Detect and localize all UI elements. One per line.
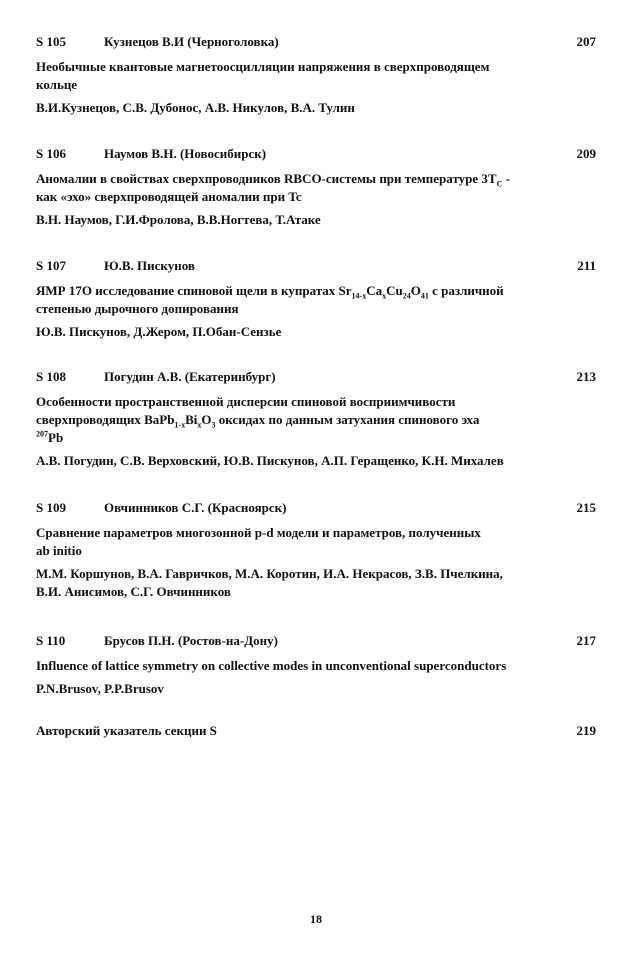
entry-s105: [36, 33, 596, 117]
title-line: Influence of lattice symmetry on collective modes in unconventional superconductors: [36, 658, 507, 673]
entry-header: [36, 632, 596, 650]
author-index-page-number: 219: [576, 723, 596, 738]
title-line: Сравнение параметров многозонной p-d модели и параметров, полученных: [36, 525, 481, 540]
title-line: Аномалии в свойствах сверхпроводников RBCO-системы при температуре $3T_C$ -: [36, 171, 510, 189]
title-line: $^{207}$Pb: [36, 429, 64, 445]
entry-title: [36, 393, 566, 447]
entry-presenter: Кузнецов В.И (Черноголовка): [104, 34, 279, 49]
title-line: ab initio: [36, 543, 82, 558]
index-header: [36, 722, 596, 740]
entry-s107: [36, 257, 596, 341]
entry-page-number: 213: [576, 369, 596, 384]
entry-page-number: 209: [576, 146, 596, 161]
entry-s108: [36, 368, 596, 470]
entry-code: S 106: [36, 146, 66, 161]
entry-title: [36, 657, 566, 675]
title-line: кольце: [36, 77, 78, 92]
entry-presenter: Погудин А.В. (Екатеринбург): [104, 369, 276, 384]
author-index-entry: [36, 722, 596, 740]
entry-page-number: 207: [576, 34, 596, 49]
authors-line: В.И. Анисимов, С.Г. Овчинников: [36, 584, 231, 599]
entry-presenter: Наумов В.Н. (Новосибирск): [104, 146, 267, 161]
authors-line: М.М. Коршунов, В.А. Гавричков, М.А. Коротин, И.А. Некрасов, З.В. Пчелкина,: [36, 566, 503, 581]
entry-header: [36, 499, 596, 517]
entry-s106: [36, 145, 596, 229]
entry-page-number: 217: [576, 633, 596, 648]
title-line: степенью дырочного допирования: [36, 301, 239, 316]
title-line: сверхпроводящих $BaPb_{1-x}Bi_xO_3$ оксидах по данным затухания спинового эха: [36, 412, 480, 430]
entry-s109: [36, 499, 596, 601]
entry-header: [36, 368, 596, 386]
entry-authors: [36, 565, 596, 601]
entry-title: [36, 170, 566, 206]
entry-code: S 109: [36, 500, 66, 515]
title-line: Особенности пространственной дисперсии спиновой восприимчивости: [36, 394, 456, 409]
title-line: Необычные квантовые магнетоосцилляции напряжения в сверхпроводящем: [36, 59, 490, 74]
entry-presenter: Брусов П.Н. (Ростов-на-Дону): [104, 633, 278, 648]
entry-authors: P.N.Brusov, P.P.Brusov: [36, 681, 164, 696]
entry-title: [36, 282, 566, 318]
entry-header: [36, 33, 596, 51]
title-line: ЯМР 17O исследование спиновой щели в купратах $Sr_{14-x}Ca_xCu_{24}O_{41}$ с различной: [36, 283, 504, 301]
entry-page-number: 211: [577, 258, 596, 273]
entry-title: [36, 58, 566, 94]
author-index-label: Авторский указатель секции S: [36, 723, 217, 738]
entry-s110: [36, 632, 596, 698]
title-line: как «эхо» сверхпроводящей аномалии при Tc: [36, 189, 302, 204]
entry-header: [36, 145, 596, 163]
entry-title: [36, 524, 566, 560]
entry-code: S 105: [36, 34, 66, 49]
entry-presenter: Ю.В. Пискунов: [104, 258, 195, 273]
entry-authors: Ю.В. Пискунов, Д.Жером, П.Обан-Сензье: [36, 324, 282, 339]
entry-page-number: 215: [576, 500, 596, 515]
entry-authors: А.В. Погудин, С.В. Верховский, Ю.В. Пискунов, А.П. Геращенко, К.Н. Михалев: [36, 453, 504, 468]
entry-authors: В.И.Кузнецов, С.В. Дубонос, А.В. Никулов, В.А. Тулин: [36, 100, 355, 115]
entry-presenter: Овчинников С.Г. (Красноярск): [104, 500, 287, 515]
entry-header: [36, 257, 596, 275]
entry-code: S 110: [36, 633, 66, 648]
entry-code: S 108: [36, 369, 66, 384]
entry-authors: В.Н. Наумов, Г.И.Фролова, В.В.Ногтева, Т.Атаке: [36, 212, 321, 227]
entry-code: S 107: [36, 258, 66, 273]
page-number: 18: [310, 912, 322, 926]
